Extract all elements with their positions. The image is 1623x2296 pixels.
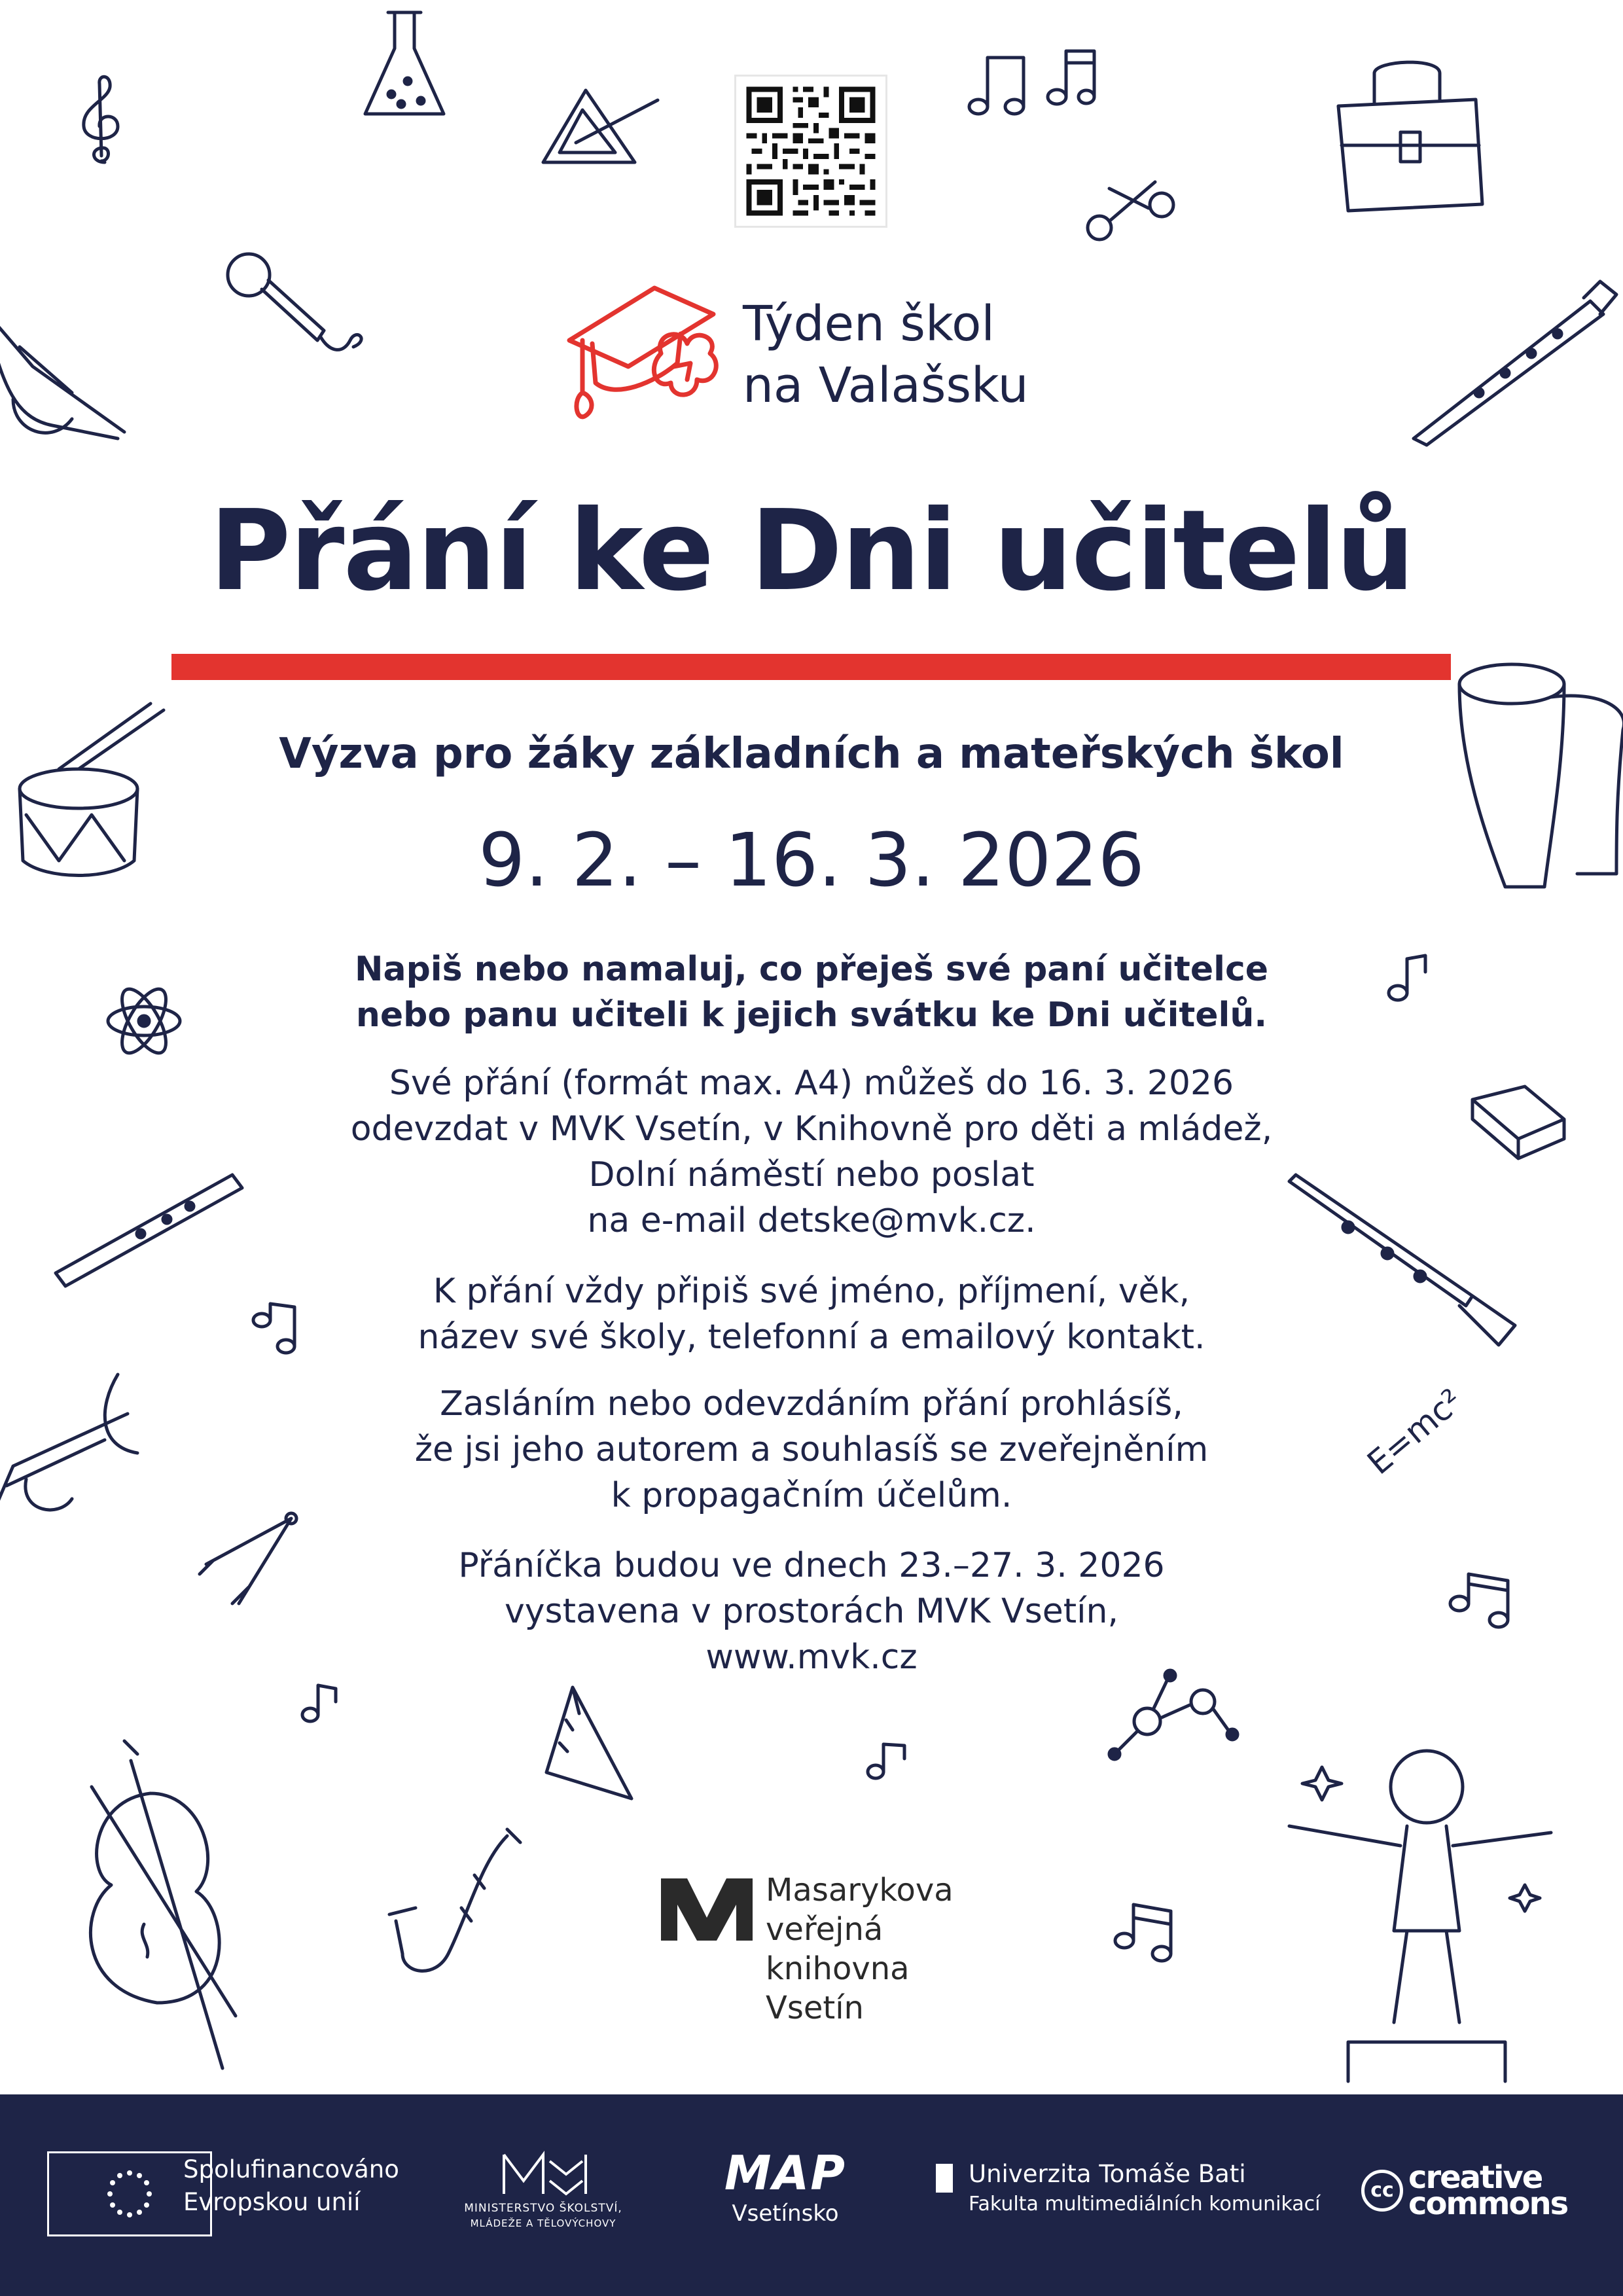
ruler-triangle-icon (540, 1681, 638, 1805)
submission-paragraph (0, 1060, 1623, 1244)
text-line: název své školy, telefonní a emailový kontakt. (418, 1318, 1205, 1357)
cello-icon (65, 1741, 242, 2081)
music-note-icon (865, 1738, 911, 1784)
msmt-line-1: MINISTERSTVO ŠKOLSTVÍ, (464, 2202, 622, 2215)
formula-doodle: E=mc² (1360, 1381, 1470, 1482)
text-line: že jsi jeho autorem a souhlasíš se zveřejněním (414, 1430, 1209, 1469)
library-logo-icon (658, 1872, 756, 1944)
library-line-4: Vsetín (766, 1990, 864, 2026)
subtitle: Výzva pro žáky základních a mateřských škol (279, 730, 1344, 778)
utb-line-1: Univerzita Tomáše Bati (969, 2160, 1246, 2188)
library-line-1: Masarykova (766, 1872, 954, 1909)
library-line-2: veřejná (766, 1911, 883, 1948)
map-logo-text: MAP (724, 2145, 847, 2200)
brand-line-1: Týden škol (743, 296, 995, 352)
text-line: vystavena v prostorách MVK Vsetín, (504, 1592, 1119, 1631)
library-name (766, 1871, 954, 2028)
music-notes-icon (1113, 1895, 1178, 1967)
msmt-line-2: MLÁDEŽE A TĚLOVÝCHOVY (470, 2217, 616, 2229)
page-title: Přání ke Dni učitelů (209, 486, 1414, 616)
text-line: Své přání (formát max. A4) můžeš do 16. 3. 2026 (389, 1064, 1234, 1103)
text-line: nebo panu učiteli k jejich svátku ke Dni učitelů. (355, 996, 1268, 1035)
music-note-icon (300, 1679, 342, 1728)
eu-cofunding-text (183, 2153, 399, 2219)
msmt-logo (452, 2148, 635, 2240)
eu-line-1: Spolufinancováno (183, 2155, 399, 2183)
text-line: odevzdat v MVK Vsetín, v Knihovně pro děti a mládež, (350, 1109, 1273, 1149)
text-line: k propagačním účelům. (611, 1476, 1012, 1515)
map-logo-sub: Vsetínsko (732, 2200, 839, 2227)
qr-code[interactable] (736, 77, 885, 226)
consent-paragraph (0, 1381, 1623, 1518)
flask-icon (359, 3, 450, 127)
scissors-icon (1083, 169, 1181, 247)
library-line-3: knihovna (766, 1950, 910, 1987)
text-line: Napiš nebo namaluj, co přeješ své paní učitelce (354, 950, 1269, 989)
text-line: K přání vždy připiš své jméno, příjmení, věk, (433, 1272, 1190, 1311)
exhibition-paragraph (0, 1543, 1623, 1680)
date-range: 9. 2. – 16. 3. 2026 (478, 818, 1145, 903)
saxophone-icon (376, 1823, 527, 1980)
text-line: Zasláním nebo odevzdáním přání prohlásíš, (440, 1384, 1183, 1424)
red-divider (171, 654, 1451, 680)
graduation-cap-logo-icon (563, 268, 720, 425)
briefcase-icon (1329, 47, 1492, 224)
treble-clef-icon (72, 71, 131, 169)
conductor-icon (1276, 1734, 1564, 2081)
website-link[interactable]: www.mvk.cz (705, 1638, 918, 1677)
cc-line-2: commons (1408, 2185, 1568, 2222)
cc-icon: cc (1361, 2170, 1403, 2212)
text-line[interactable]: na e-mail detske@mvk.cz. (587, 1201, 1036, 1240)
text-line: Přáníčka budou ve dnech 23.–27. 3. 2026 (458, 1546, 1165, 1585)
text-line: Dolní náměstí nebo poslat (588, 1155, 1035, 1194)
utb-line-2: Fakulta multimediálních komunikací (969, 2193, 1321, 2215)
trumpet-icon (0, 308, 137, 458)
map-vsetinsko-logo (713, 2147, 857, 2232)
flute-icon (1400, 262, 1623, 445)
microphone-icon (219, 249, 363, 360)
intro-paragraph (0, 946, 1623, 1038)
brand-name (743, 293, 1028, 416)
brand-line-2: na Valašsku (743, 357, 1029, 414)
triangle-instrument-icon (537, 84, 661, 169)
utb-mark-icon (936, 2164, 953, 2193)
eu-line-2: Evropskou unií (183, 2188, 361, 2216)
cc-line-1: creative (1408, 2159, 1543, 2196)
contact-info-paragraph (0, 1268, 1623, 1360)
music-notes-icon (965, 45, 1096, 123)
